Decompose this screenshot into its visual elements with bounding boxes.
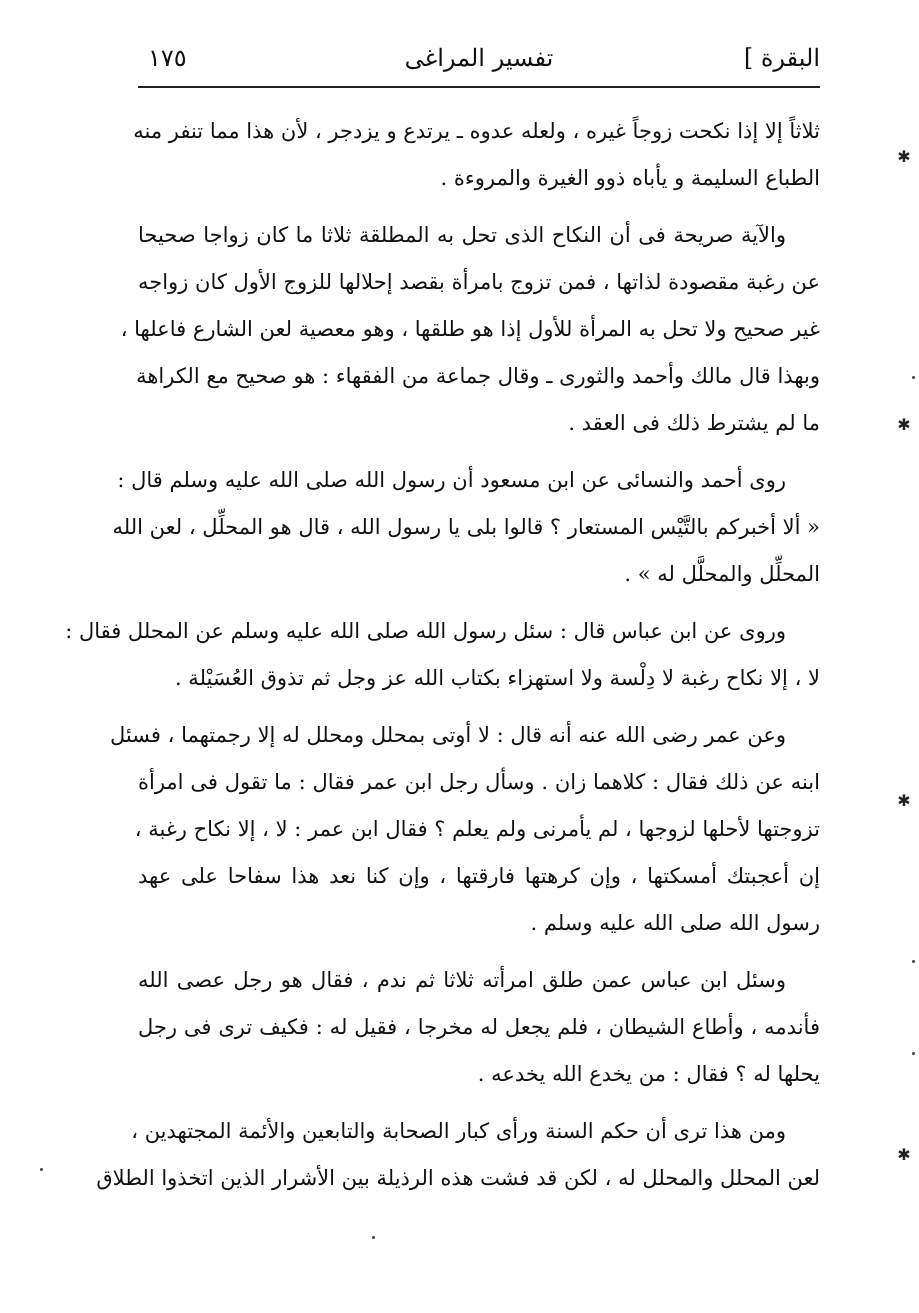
text-line: « ألا أخبركم بالتَّيْس المستعار ؟ قالوا بلى يا رسول الله ، قال هو المحلِّل ، لعن الله	[112, 515, 820, 539]
text-line: والآية صريحة فى أن النكاح الذى تحل به المطلقة ثلاثا ما كان زواجا صحيحا	[138, 223, 786, 247]
scan-speck	[912, 1052, 915, 1055]
page-header	[138, 38, 820, 88]
header-rule	[138, 86, 820, 88]
text-line: يحلها له ؟ فقال : من يخدع الله يخدعه .	[477, 1062, 820, 1086]
scan-speck	[912, 376, 915, 379]
paragraph-gap	[138, 598, 820, 608]
text-line: تزوجتها لأحلها لزوجها ، لم يأمرنى ولم يعلم ؟ فقال ابن عمر : لا ، إلا نكاح رغبة ،	[134, 817, 820, 841]
paragraph	[133, 108, 820, 202]
text-line: روى أحمد والنسائى عن ابن مسعود أن رسول الله صلى الله عليه وسلم قال :	[117, 468, 786, 492]
paragraph	[109, 712, 820, 947]
text-line: الطباع السليمة و يأباه ذوو الغيرة والمروءة .	[440, 166, 820, 190]
margin-mark: ✱	[897, 1145, 911, 1164]
text-line: وروى عن ابن عباس قال : سئل رسول الله صلى الله عليه وسلم عن المحلل فقال :	[65, 619, 786, 643]
paragraph	[138, 957, 820, 1098]
text-line: عن رغبة مقصودة لذاتها ، فمن تزوج بامرأة بقصد إحلالها للزوج الأول كان زواجه	[137, 270, 820, 294]
paragraph-gap	[138, 202, 820, 212]
margin-mark: ✱	[897, 415, 911, 434]
paragraph	[120, 212, 820, 447]
paragraph	[65, 608, 820, 702]
text-line: ثلاثاً إلا إذا نكحت زوجاً غيره ، ولعله عدوه ـ يرتدع و يزدجر ، لأن هذا مما تنفر منه	[133, 119, 820, 143]
text-line: ومن هذا ترى أن حكم السنة ورأى كبار الصحابة والتابعين والأئمة المجتهدين ،	[131, 1119, 786, 1143]
text-line: وسئل ابن عباس عمن طلق امرأته ثلاثا ثم ندم ، فقال هو رجل عصى الله	[138, 968, 786, 992]
margin-mark: ✱	[897, 147, 911, 166]
surah-label: البقرة ]	[743, 44, 820, 72]
paragraph-gap	[138, 1098, 820, 1108]
margin-mark: ✱	[897, 791, 911, 810]
text-line: وبهذا قال مالك وأحمد والثورى ـ وقال جماعة من الفقهاء : هو صحيح مع الكراهة	[136, 364, 820, 388]
text-line: غير صحيح ولا تحل به المرأة للأول إذا هو طلقها ، وهو معصية لعن الشارع فاعلها ،	[120, 317, 820, 341]
page-body	[65, 108, 820, 1202]
paragraph	[96, 1108, 820, 1202]
text-line: وعن عمر رضى الله عنه أنه قال : لا أوتى بمحلل ومحلل له إلا رجمتهما ، فسئل	[109, 723, 786, 747]
scan-speck	[372, 1236, 375, 1239]
text-line: إن أعجبتك أمسكتها ، وإن كرهتها فارقتها ، وإن كنا نعد هذا سفاحا على عهد	[138, 864, 820, 888]
text-line: رسول الله صلى الله عليه وسلم .	[530, 911, 820, 935]
text-line: ما لم يشترط ذلك فى العقد .	[568, 411, 820, 435]
scan-speck	[912, 960, 915, 963]
paragraph	[112, 457, 820, 598]
text-line: فأندمه ، وأطاع الشيطان ، فلم يجعل له مخرجا ، فقيل له : فكيف ترى فى رجل	[138, 1015, 820, 1039]
text-line: ابنه عن ذلك فقال : كلاهما زان . وسأل رجل ابن عمر فقال : ما تقول فى امرأة	[138, 770, 820, 794]
book-title: تفسير المراغى	[404, 44, 554, 72]
paragraph-gap	[138, 447, 820, 457]
text-line: لا ، إلا نكاح رغبة لا دِلْسة ولا استهزاء بكتاب الله عز وجل ثم تذوق العُسَيْلة .	[174, 666, 820, 690]
paragraph-gap	[138, 702, 820, 712]
scan-speck	[40, 1168, 43, 1171]
page-number: ١٧٥	[148, 44, 187, 72]
text-line: المحلِّل والمحلَّل له » .	[624, 562, 820, 586]
paragraph-gap	[138, 947, 820, 957]
text-line: لعن المحلل والمحلل له ، لكن قد فشت هذه الرذيلة بين الأشرار الذين اتخذوا الطلاق	[96, 1166, 820, 1190]
